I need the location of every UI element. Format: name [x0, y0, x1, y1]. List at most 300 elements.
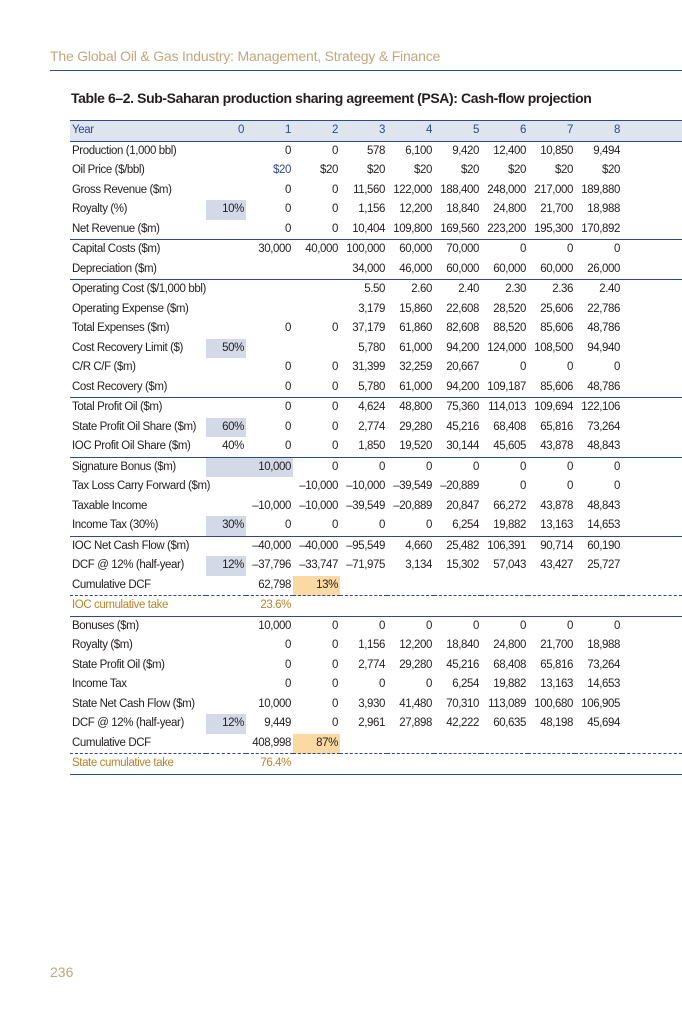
value-cell: 109,694: [528, 398, 575, 418]
value-cell: 108,500: [534, 341, 573, 354]
value-cell: 2,961: [358, 717, 385, 730]
value-cell: 0: [575, 616, 622, 636]
row-label: Operating Cost ($/1,000 bbl): [70, 280, 206, 300]
row-label: Income Tax: [72, 678, 127, 691]
table-row: [70, 536, 682, 556]
parameter-cell: [206, 181, 246, 201]
value-cell: [340, 734, 387, 754]
row-spacer: [622, 675, 682, 695]
value-cell: 0: [481, 616, 528, 636]
value-cell: 0: [379, 678, 385, 691]
value-cell: 18,988: [587, 203, 620, 216]
value-cell: 48,843: [587, 440, 620, 453]
row-spacer: [622, 734, 682, 754]
value-cell: 2.40: [575, 280, 622, 300]
value-cell: 217,000: [534, 183, 573, 196]
row-label: DCF @ 12% (half-year): [72, 559, 184, 572]
value-cell: –10,000: [299, 499, 338, 512]
parameter-cell: [206, 141, 246, 161]
value-cell: 20,667: [446, 361, 479, 374]
value-cell: –40,000: [246, 536, 293, 556]
row-spacer: [622, 754, 682, 775]
row-label: Gross Revenue ($m): [72, 183, 172, 196]
value-cell: $20: [273, 164, 291, 177]
table-caption: Table 6–2. Sub-Saharan production sharing agreement (PSA): Cash-flow projection: [71, 90, 592, 106]
table-row: [70, 497, 682, 517]
value-cell: 188,400: [440, 183, 479, 196]
table-row: [70, 636, 682, 656]
row-label: Oil Price ($/bbl): [72, 164, 145, 177]
value-cell: 0: [332, 717, 338, 730]
value-cell: 170,892: [581, 222, 620, 235]
value-cell: 0: [285, 658, 291, 671]
value-cell: 28,520: [493, 302, 526, 315]
value-cell: 46,000: [399, 262, 432, 275]
value-cell: [246, 339, 293, 359]
row-label: C/R C/F ($m): [72, 361, 136, 374]
value-cell: 29,280: [399, 658, 432, 671]
value-cell: 0: [332, 183, 338, 196]
value-cell: 0: [285, 144, 291, 157]
value-cell: [246, 260, 293, 280]
row-label: Net Revenue ($m): [72, 222, 160, 235]
parameter-cell: [206, 260, 246, 280]
table-row: [70, 141, 682, 161]
value-cell: 43,878: [540, 440, 573, 453]
value-cell: –33,747: [299, 559, 338, 572]
year-cell: 2: [293, 121, 340, 142]
value-cell: 106,905: [581, 697, 620, 710]
value-cell: –10,000: [252, 499, 291, 512]
value-cell: $20: [602, 164, 620, 177]
table-row: [70, 300, 682, 320]
value-cell: [481, 576, 528, 596]
value-cell: 195,300: [534, 222, 573, 235]
parameter-cell: [206, 636, 246, 656]
value-cell: 0: [332, 380, 338, 393]
value-cell: 48,198: [540, 717, 573, 730]
value-cell: 1,850: [358, 440, 385, 453]
table-row: [70, 695, 682, 715]
row-spacer: [622, 418, 682, 438]
value-cell: 0: [387, 457, 434, 477]
row-label: IOC Net Cash Flow ($m): [70, 536, 206, 556]
value-cell: 9,494: [593, 144, 620, 157]
value-cell: 114,013: [481, 398, 528, 418]
value-cell: 4,660: [387, 536, 434, 556]
parameter-cell: 30%: [206, 516, 246, 536]
value-cell: 0: [285, 380, 291, 393]
value-cell: 37,179: [352, 322, 385, 335]
value-cell: 0: [293, 457, 340, 477]
value-cell: [434, 576, 481, 596]
row-label: State Profit Oil Share ($m): [72, 420, 197, 433]
value-cell: 0: [293, 398, 340, 418]
value-cell: 0: [332, 222, 338, 235]
value-cell: 12,400: [493, 144, 526, 157]
value-cell: 0: [285, 420, 291, 433]
page-number: 236: [50, 964, 74, 980]
year-cell: 0: [206, 121, 246, 142]
value-cell: –37,796: [252, 559, 291, 572]
value-cell: 12,200: [399, 639, 432, 652]
parameter-cell: [206, 300, 246, 320]
parameter-cell: [206, 695, 246, 715]
value-cell: 408,998: [252, 736, 291, 749]
value-cell: 0: [285, 183, 291, 196]
row-spacer: [622, 161, 682, 181]
parameter-cell: [206, 457, 246, 477]
value-cell: 26,000: [587, 262, 620, 275]
row-label: Cumulative DCF: [72, 736, 151, 749]
value-cell: –95,549: [340, 536, 387, 556]
value-cell: 0: [293, 616, 340, 636]
row-spacer: [622, 378, 682, 398]
table-row: [70, 656, 682, 676]
row-label: State cumulative take: [70, 754, 206, 775]
value-cell: $20: [367, 164, 385, 177]
value-cell: [340, 576, 387, 596]
value-cell: 2,774: [358, 658, 385, 671]
value-cell: 15,302: [446, 559, 479, 572]
value-cell: 75,360: [434, 398, 481, 418]
value-cell: [481, 734, 528, 754]
value-cell: [387, 754, 434, 775]
parameter-cell: [206, 220, 246, 240]
value-cell: 1,156: [358, 639, 385, 652]
value-cell: 0: [340, 457, 387, 477]
value-cell: 0: [481, 457, 528, 477]
value-cell: 0: [575, 240, 622, 260]
value-cell: 0: [285, 440, 291, 453]
value-cell: $20: [461, 164, 479, 177]
value-cell: 122,000: [393, 183, 432, 196]
value-cell: 22,786: [587, 302, 620, 315]
row-spacer: [622, 556, 682, 576]
value-cell: 32,259: [399, 361, 432, 374]
value-cell: 2.36: [528, 280, 575, 300]
value-cell: [575, 734, 622, 754]
value-cell: 18,840: [446, 203, 479, 216]
value-cell: 61,000: [399, 380, 432, 393]
value-cell: 0: [481, 240, 528, 260]
value-cell: 24,800: [493, 639, 526, 652]
value-cell: 19,882: [493, 519, 526, 532]
row-label: IOC cumulative take: [70, 596, 206, 617]
value-cell: 94,940: [587, 341, 620, 354]
value-cell: 0: [332, 519, 338, 532]
year-cell: 1: [246, 121, 293, 142]
value-cell: [246, 477, 293, 497]
value-cell: 22,608: [446, 302, 479, 315]
year-cell: 3: [340, 121, 387, 142]
row-spacer: [622, 319, 682, 339]
value-cell: 48,786: [587, 322, 620, 335]
year-cell: 4: [387, 121, 434, 142]
value-cell: [293, 754, 340, 775]
row-spacer: [622, 220, 682, 240]
value-cell: 25,727: [587, 559, 620, 572]
row-spacer: [622, 497, 682, 517]
value-cell: 29,280: [399, 420, 432, 433]
value-cell: 60,000: [540, 262, 573, 275]
value-cell: 65,816: [540, 420, 573, 433]
value-cell: 5,780: [358, 341, 385, 354]
parameter-cell: [206, 616, 246, 636]
value-cell: –40,000: [293, 536, 340, 556]
value-cell: [575, 596, 622, 617]
row-label: Cumulative DCF: [72, 578, 151, 591]
value-cell: 21,700: [540, 639, 573, 652]
value-cell: 73,264: [587, 420, 620, 433]
value-cell: 31,399: [352, 361, 385, 374]
value-cell: 61,860: [399, 322, 432, 335]
value-cell: [387, 596, 434, 617]
value-cell: [387, 734, 434, 754]
value-cell: 90,714: [528, 536, 575, 556]
value-cell: 100,680: [534, 697, 573, 710]
table-row: [70, 280, 682, 300]
value-cell: 2.40: [434, 280, 481, 300]
value-cell: [246, 280, 293, 300]
value-cell: 57,043: [493, 559, 526, 572]
value-cell: 124,000: [487, 341, 526, 354]
parameter-cell: [206, 656, 246, 676]
header-spacer: [622, 121, 682, 142]
row-label: Total Profit Oil ($m): [70, 398, 206, 418]
value-cell: 61,000: [399, 341, 432, 354]
value-cell: 19,882: [493, 678, 526, 691]
row-spacer: [622, 240, 682, 260]
running-head: The Global Oil & Gas Industry: Management, Strategy & Finance: [50, 48, 441, 64]
value-cell: 113,089: [488, 697, 526, 710]
value-cell: 0: [332, 678, 338, 691]
table-row: [70, 734, 682, 754]
value-cell: 30,144: [446, 440, 479, 453]
value-cell: 169,560: [440, 222, 479, 235]
value-cell: [293, 596, 340, 617]
value-cell: 10,000: [246, 457, 293, 477]
header-rule: [50, 70, 682, 71]
row-spacer: [622, 280, 682, 300]
value-cell: 73,264: [587, 658, 620, 671]
value-cell: 0: [426, 519, 432, 532]
table-row: [70, 596, 682, 617]
table-row: [70, 240, 682, 260]
value-cell: [387, 576, 434, 596]
value-cell: 106,391: [481, 536, 528, 556]
value-cell: 0: [614, 361, 620, 374]
value-cell: 45,216: [446, 420, 479, 433]
table-row: [70, 437, 682, 457]
table-row: [70, 616, 682, 636]
parameter-cell: [206, 280, 246, 300]
year-cell: 7: [528, 121, 575, 142]
value-cell: $20: [320, 164, 338, 177]
value-cell: 0: [575, 457, 622, 477]
value-cell: 578: [367, 144, 385, 157]
value-cell: [246, 300, 293, 320]
parameter-cell: 60%: [206, 418, 246, 438]
row-spacer: [622, 714, 682, 734]
value-cell: 0: [332, 440, 338, 453]
value-cell: 10,404: [352, 222, 385, 235]
year-header: Year: [70, 121, 206, 142]
value-cell: 70,310: [446, 697, 479, 710]
value-cell: 43,427: [540, 559, 573, 572]
value-cell: 0: [520, 480, 526, 493]
parameter-cell: 12%: [206, 714, 246, 734]
value-cell: 0: [332, 361, 338, 374]
value-cell: 2.60: [387, 280, 434, 300]
value-cell: 3,179: [358, 302, 385, 315]
value-cell: 15,860: [399, 302, 432, 315]
value-cell: 20,847: [446, 499, 479, 512]
value-cell: [575, 576, 622, 596]
row-spacer: [622, 141, 682, 161]
value-cell: 2,774: [358, 420, 385, 433]
value-cell: 5.50: [340, 280, 387, 300]
value-cell: 0: [285, 222, 291, 235]
value-cell: 68,408: [493, 420, 526, 433]
value-cell: [434, 596, 481, 617]
value-cell: 10,000: [246, 616, 293, 636]
value-cell: 1,156: [358, 203, 385, 216]
value-cell: 94,200: [446, 341, 479, 354]
value-cell: 6,254: [452, 519, 479, 532]
value-cell: 3,134: [405, 559, 432, 572]
value-cell: [528, 596, 575, 617]
row-spacer: [622, 477, 682, 497]
row-spacer: [622, 656, 682, 676]
parameter-cell: [206, 536, 246, 556]
value-cell: 0: [528, 457, 575, 477]
value-cell: 6,100: [405, 144, 432, 157]
parameter-cell: [206, 378, 246, 398]
value-cell: 88,520: [493, 322, 526, 335]
table-row: [70, 556, 682, 576]
row-spacer: [622, 398, 682, 418]
parameter-cell: [206, 675, 246, 695]
row-spacer: [622, 457, 682, 477]
value-cell: 0: [520, 361, 526, 374]
value-cell: 11,560: [353, 183, 385, 196]
table-body: [70, 141, 682, 774]
parameter-cell: [206, 477, 246, 497]
row-label: Production (1,000 bbl): [72, 144, 177, 157]
row-spacer: [622, 576, 682, 596]
parameter-cell: [206, 576, 246, 596]
value-cell: 48,800: [387, 398, 434, 418]
row-spacer: [622, 636, 682, 656]
value-cell: 0: [434, 457, 481, 477]
row-label: Signature Bonus ($m): [70, 457, 206, 477]
value-cell: 65,816: [540, 658, 573, 671]
value-cell: 13,163: [540, 519, 573, 532]
parameter-cell: [206, 398, 246, 418]
value-cell: 10,000: [258, 697, 291, 710]
value-cell: 0: [528, 240, 575, 260]
parameter-cell: [206, 161, 246, 181]
row-label: State Net Cash Flow ($m): [72, 697, 195, 710]
parameter-cell: [206, 596, 246, 617]
cash-flow-table: [70, 120, 682, 775]
value-cell: [575, 754, 622, 775]
table-row: [70, 477, 682, 497]
value-cell: 19,520: [399, 440, 432, 453]
row-label: Cost Recovery ($m): [72, 380, 168, 393]
row-label: Royalty ($m): [72, 639, 133, 652]
value-cell: 223,200: [487, 222, 526, 235]
value-cell: 87%: [293, 734, 340, 754]
value-cell: $20: [414, 164, 432, 177]
row-label: Operating Expense ($m): [72, 302, 189, 315]
value-cell: 14,653: [587, 519, 620, 532]
value-cell: 0: [332, 203, 338, 216]
value-cell: 68,408: [493, 658, 526, 671]
value-cell: 25,482: [434, 536, 481, 556]
table-row: [70, 319, 682, 339]
table-row: [70, 200, 682, 220]
value-cell: 12,200: [399, 203, 432, 216]
value-cell: 2.30: [481, 280, 528, 300]
table-row: [70, 675, 682, 695]
value-cell: –20,889: [440, 480, 479, 493]
value-cell: 0: [528, 616, 575, 636]
value-cell: 48,786: [587, 380, 620, 393]
value-cell: [293, 260, 340, 280]
parameter-cell: [206, 734, 246, 754]
value-cell: 9,449: [264, 717, 291, 730]
parameter-cell: [206, 358, 246, 378]
parameter-cell: 12%: [206, 556, 246, 576]
value-cell: 30,000: [246, 240, 293, 260]
row-spacer: [622, 616, 682, 636]
row-label: Royalty (%): [72, 203, 128, 216]
value-cell: 109,800: [393, 222, 432, 235]
row-label: Cost Recovery Limit ($): [72, 341, 183, 354]
row-label: Depreciation ($m): [72, 262, 157, 275]
value-cell: 4,624: [340, 398, 387, 418]
value-cell: 60,000: [387, 240, 434, 260]
value-cell: 0: [332, 658, 338, 671]
value-cell: 3,930: [358, 697, 385, 710]
row-spacer: [622, 181, 682, 201]
table-row: [70, 161, 682, 181]
value-cell: [481, 754, 528, 775]
value-cell: [340, 754, 387, 775]
value-cell: 122,106: [575, 398, 622, 418]
parameter-cell: 50%: [206, 339, 246, 359]
parameter-cell: 10%: [206, 200, 246, 220]
value-cell: [293, 280, 340, 300]
value-cell: 0: [332, 144, 338, 157]
value-cell: [293, 339, 340, 359]
value-cell: 62,798: [258, 578, 291, 591]
parameter-cell: [206, 240, 246, 260]
table-row: [70, 418, 682, 438]
value-cell: 0: [387, 616, 434, 636]
value-cell: 0: [614, 480, 620, 493]
value-cell: [340, 596, 387, 617]
value-cell: 248,000: [487, 183, 526, 196]
table-row: [70, 398, 682, 418]
value-cell: 42,222: [446, 717, 479, 730]
value-cell: 45,694: [587, 717, 620, 730]
value-cell: 0: [332, 322, 338, 335]
parameter-cell: [206, 497, 246, 517]
value-cell: –39,549: [346, 499, 385, 512]
